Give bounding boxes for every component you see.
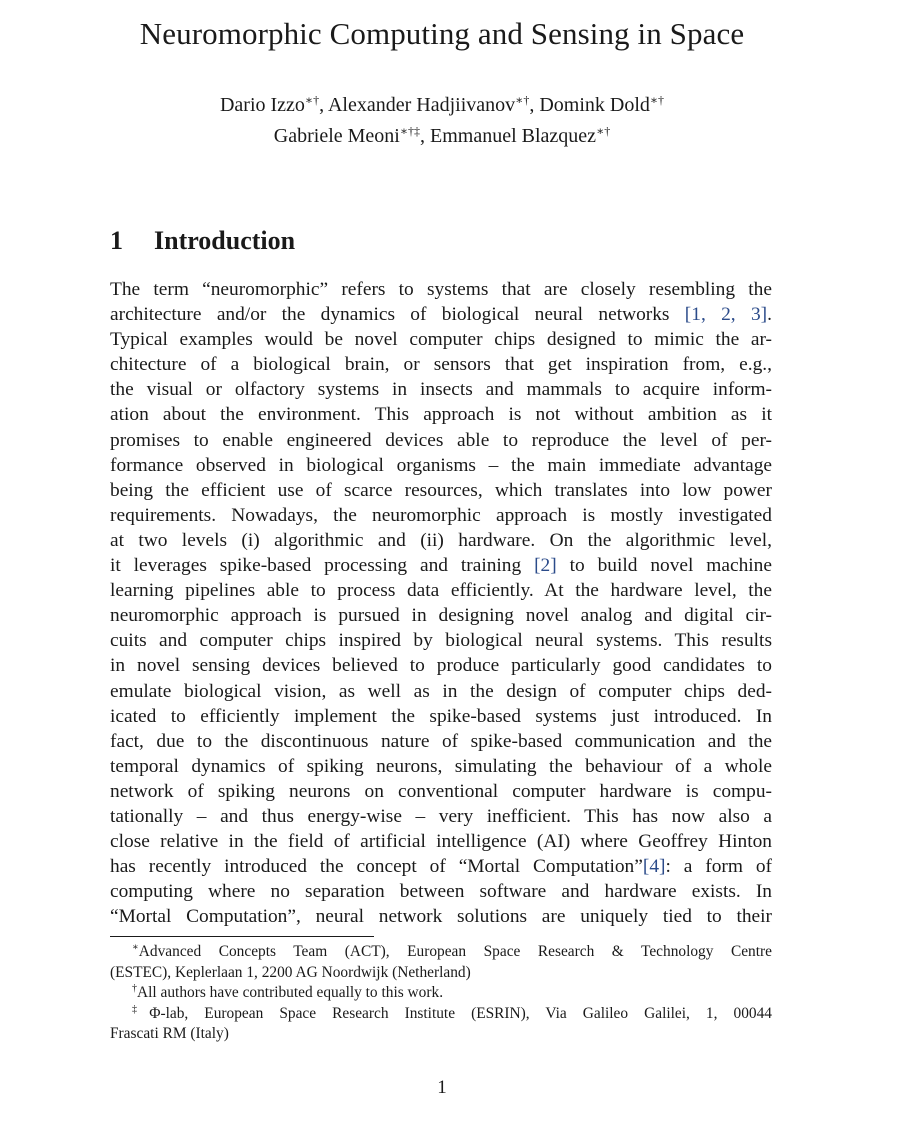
citation-link[interactable]: [1, 2, 3] — [684, 304, 768, 326]
body-text-span: learning pipelines able to process data efficiently. At the hardware level, the — [110, 580, 772, 602]
body-line — [110, 352, 772, 377]
affiliation-mark: ∗†‡ — [399, 124, 421, 138]
body-line — [110, 428, 772, 453]
author-separator: , — [529, 94, 540, 116]
footnote-rule — [110, 936, 374, 937]
body-text-span: emulate biological vision, as well as in the design of computer chips ded- — [110, 680, 772, 702]
body-text-span: computing where no separation between software and hardware exists. In — [110, 881, 772, 903]
affiliation-mark: ∗† — [515, 93, 530, 107]
footnote-text: Advanced Concepts Team (ACT), European Space Research & Technology Centre — [138, 943, 772, 960]
footnote-line — [110, 942, 772, 963]
body-text-span: close relative in the field of artificial intelligence (AI) where Geoffrey Hinton — [110, 831, 772, 853]
body-line — [110, 904, 772, 929]
body-line — [110, 503, 772, 528]
body-text-span: ation about the environment. This approach is not without ambition as it — [110, 404, 772, 426]
footnote-mark: † — [132, 983, 137, 994]
footnotes — [110, 942, 772, 1045]
footnote-line — [110, 963, 772, 984]
body-line — [110, 679, 772, 704]
body-text — [110, 277, 772, 929]
author-name: Alexander Hadjiivanov — [327, 94, 516, 116]
body-line — [110, 478, 772, 503]
body-text-span: promises to enable engineered devices able to reproduce the level of per- — [110, 429, 772, 451]
body-line — [110, 804, 772, 829]
affiliation-mark: ∗† — [304, 93, 320, 107]
body-line — [110, 653, 772, 678]
body-text-span: “Mortal Computation”, neural network solutions are uniquely tied to their — [110, 906, 772, 928]
body-text-span: chitecture of a biological brain, or sensors that get inspiration from, e.g., — [110, 354, 772, 376]
footnote-mark: ‡ — [132, 1003, 150, 1015]
author-separator: , — [420, 125, 431, 147]
footnote-text: (ESTEC), Keplerlaan 1, 2200 AG Noordwijk (Netherland) — [110, 963, 471, 981]
body-text-span: tationally – and thus energy-wise – very inefficient. This has now also a — [110, 805, 772, 827]
section-title: Introduction — [154, 226, 296, 255]
citation-link[interactable]: [2] — [534, 555, 557, 577]
body-line — [110, 302, 772, 327]
body-text-span: The term “neuromorphic” refers to systems that are closely resembling the — [110, 279, 772, 300]
footnote-line — [110, 983, 772, 1004]
footnote-text: Φ-lab, European Space Research Institute (ESRIN), Via Galileo Galilei, 1, 00044 — [149, 1004, 772, 1022]
section-heading — [110, 224, 295, 258]
author-name: Dario Izzo — [219, 94, 305, 116]
body-text-span: icated to efficiently implement the spike-based systems just introduced. In — [110, 705, 772, 727]
body-line — [110, 704, 772, 729]
author-line-1 — [0, 90, 884, 121]
body-text-span: neuromorphic approach is pursued in designing novel analog and digital cir- — [110, 605, 772, 627]
body-text-span: : a form of — [665, 856, 773, 878]
body-line — [110, 402, 772, 427]
body-text-span: architecture and/or the dynamics of biological neural networks — [110, 304, 685, 326]
body-line — [110, 879, 772, 904]
affiliation-mark: ∗† — [649, 93, 665, 107]
citation-link[interactable]: [4] — [642, 856, 666, 878]
body-line — [110, 327, 772, 352]
paper-title: Neuromorphic Computing and Sensing in Space — [139, 16, 745, 51]
body-text-span: cuits and computer chips inspired by biological neural systems. This results — [110, 630, 772, 652]
footnote-text: All authors have contributed equally to this work. — [137, 984, 444, 1001]
body-text-span: temporal dynamics of spiking neurons, simulating the behaviour of a whole — [110, 755, 772, 777]
affiliation-mark: ∗† — [596, 124, 611, 138]
author-name: Domink Dold — [539, 94, 650, 116]
body-text-span: formance observed in biological organisms – the main immediate advantage — [110, 454, 772, 476]
body-line — [110, 553, 772, 578]
body-text-span: Typical examples would be novel computer chips designed to mimic the ar- — [110, 329, 772, 351]
body-line — [110, 829, 772, 854]
body-line — [110, 854, 772, 879]
body-text-span: to build novel machine — [556, 555, 772, 577]
body-text-span: at two levels (i) algorithmic and (ii) hardware. On the algorithmic level, — [110, 529, 772, 551]
footnote-line — [110, 1024, 772, 1045]
body-line — [110, 578, 772, 603]
body-text-span: . — [767, 304, 772, 326]
body-line — [110, 377, 772, 402]
body-text-span: the visual or olfactory systems in insects and mammals to acquire inform- — [110, 379, 772, 401]
body-line — [110, 729, 772, 754]
body-text-span: being the efficient use of scarce resources, which translates into low power — [110, 479, 772, 501]
body-line — [110, 603, 772, 628]
author-list — [0, 90, 884, 152]
section-number: 1 — [110, 226, 123, 255]
author-name: Gabriele Meoni — [273, 125, 400, 147]
body-line — [110, 628, 772, 653]
author-line-2 — [0, 121, 884, 152]
body-text-span: it leverages spike-based processing and training — [110, 555, 535, 577]
body-line — [110, 453, 772, 478]
footnote-line — [110, 1004, 772, 1025]
author-name: Emmanuel Blazquez — [430, 125, 597, 147]
body-line — [110, 528, 772, 553]
footnote-text: Frascati RM (Italy) — [110, 1025, 229, 1042]
author-separator: , — [319, 94, 328, 116]
body-text-span: fact, due to the discontinuous nature of spike-based communication and the — [110, 730, 772, 752]
footnote-mark: ∗ — [132, 942, 139, 953]
body-text-span: requirements. Nowadays, the neuromorphic approach is mostly investigated — [110, 504, 772, 526]
body-line — [110, 779, 772, 804]
page-number: 1 — [437, 1077, 447, 1098]
body-line — [110, 754, 772, 779]
body-text-span: has recently introduced the concept of “Mortal Computation” — [110, 856, 643, 878]
body-text-span: network of spiking neurons on conventional computer hardware is compu- — [110, 780, 772, 802]
body-text-span: in novel sensing devices believed to produce particularly good candidates to — [110, 655, 772, 677]
body-line — [110, 277, 772, 302]
